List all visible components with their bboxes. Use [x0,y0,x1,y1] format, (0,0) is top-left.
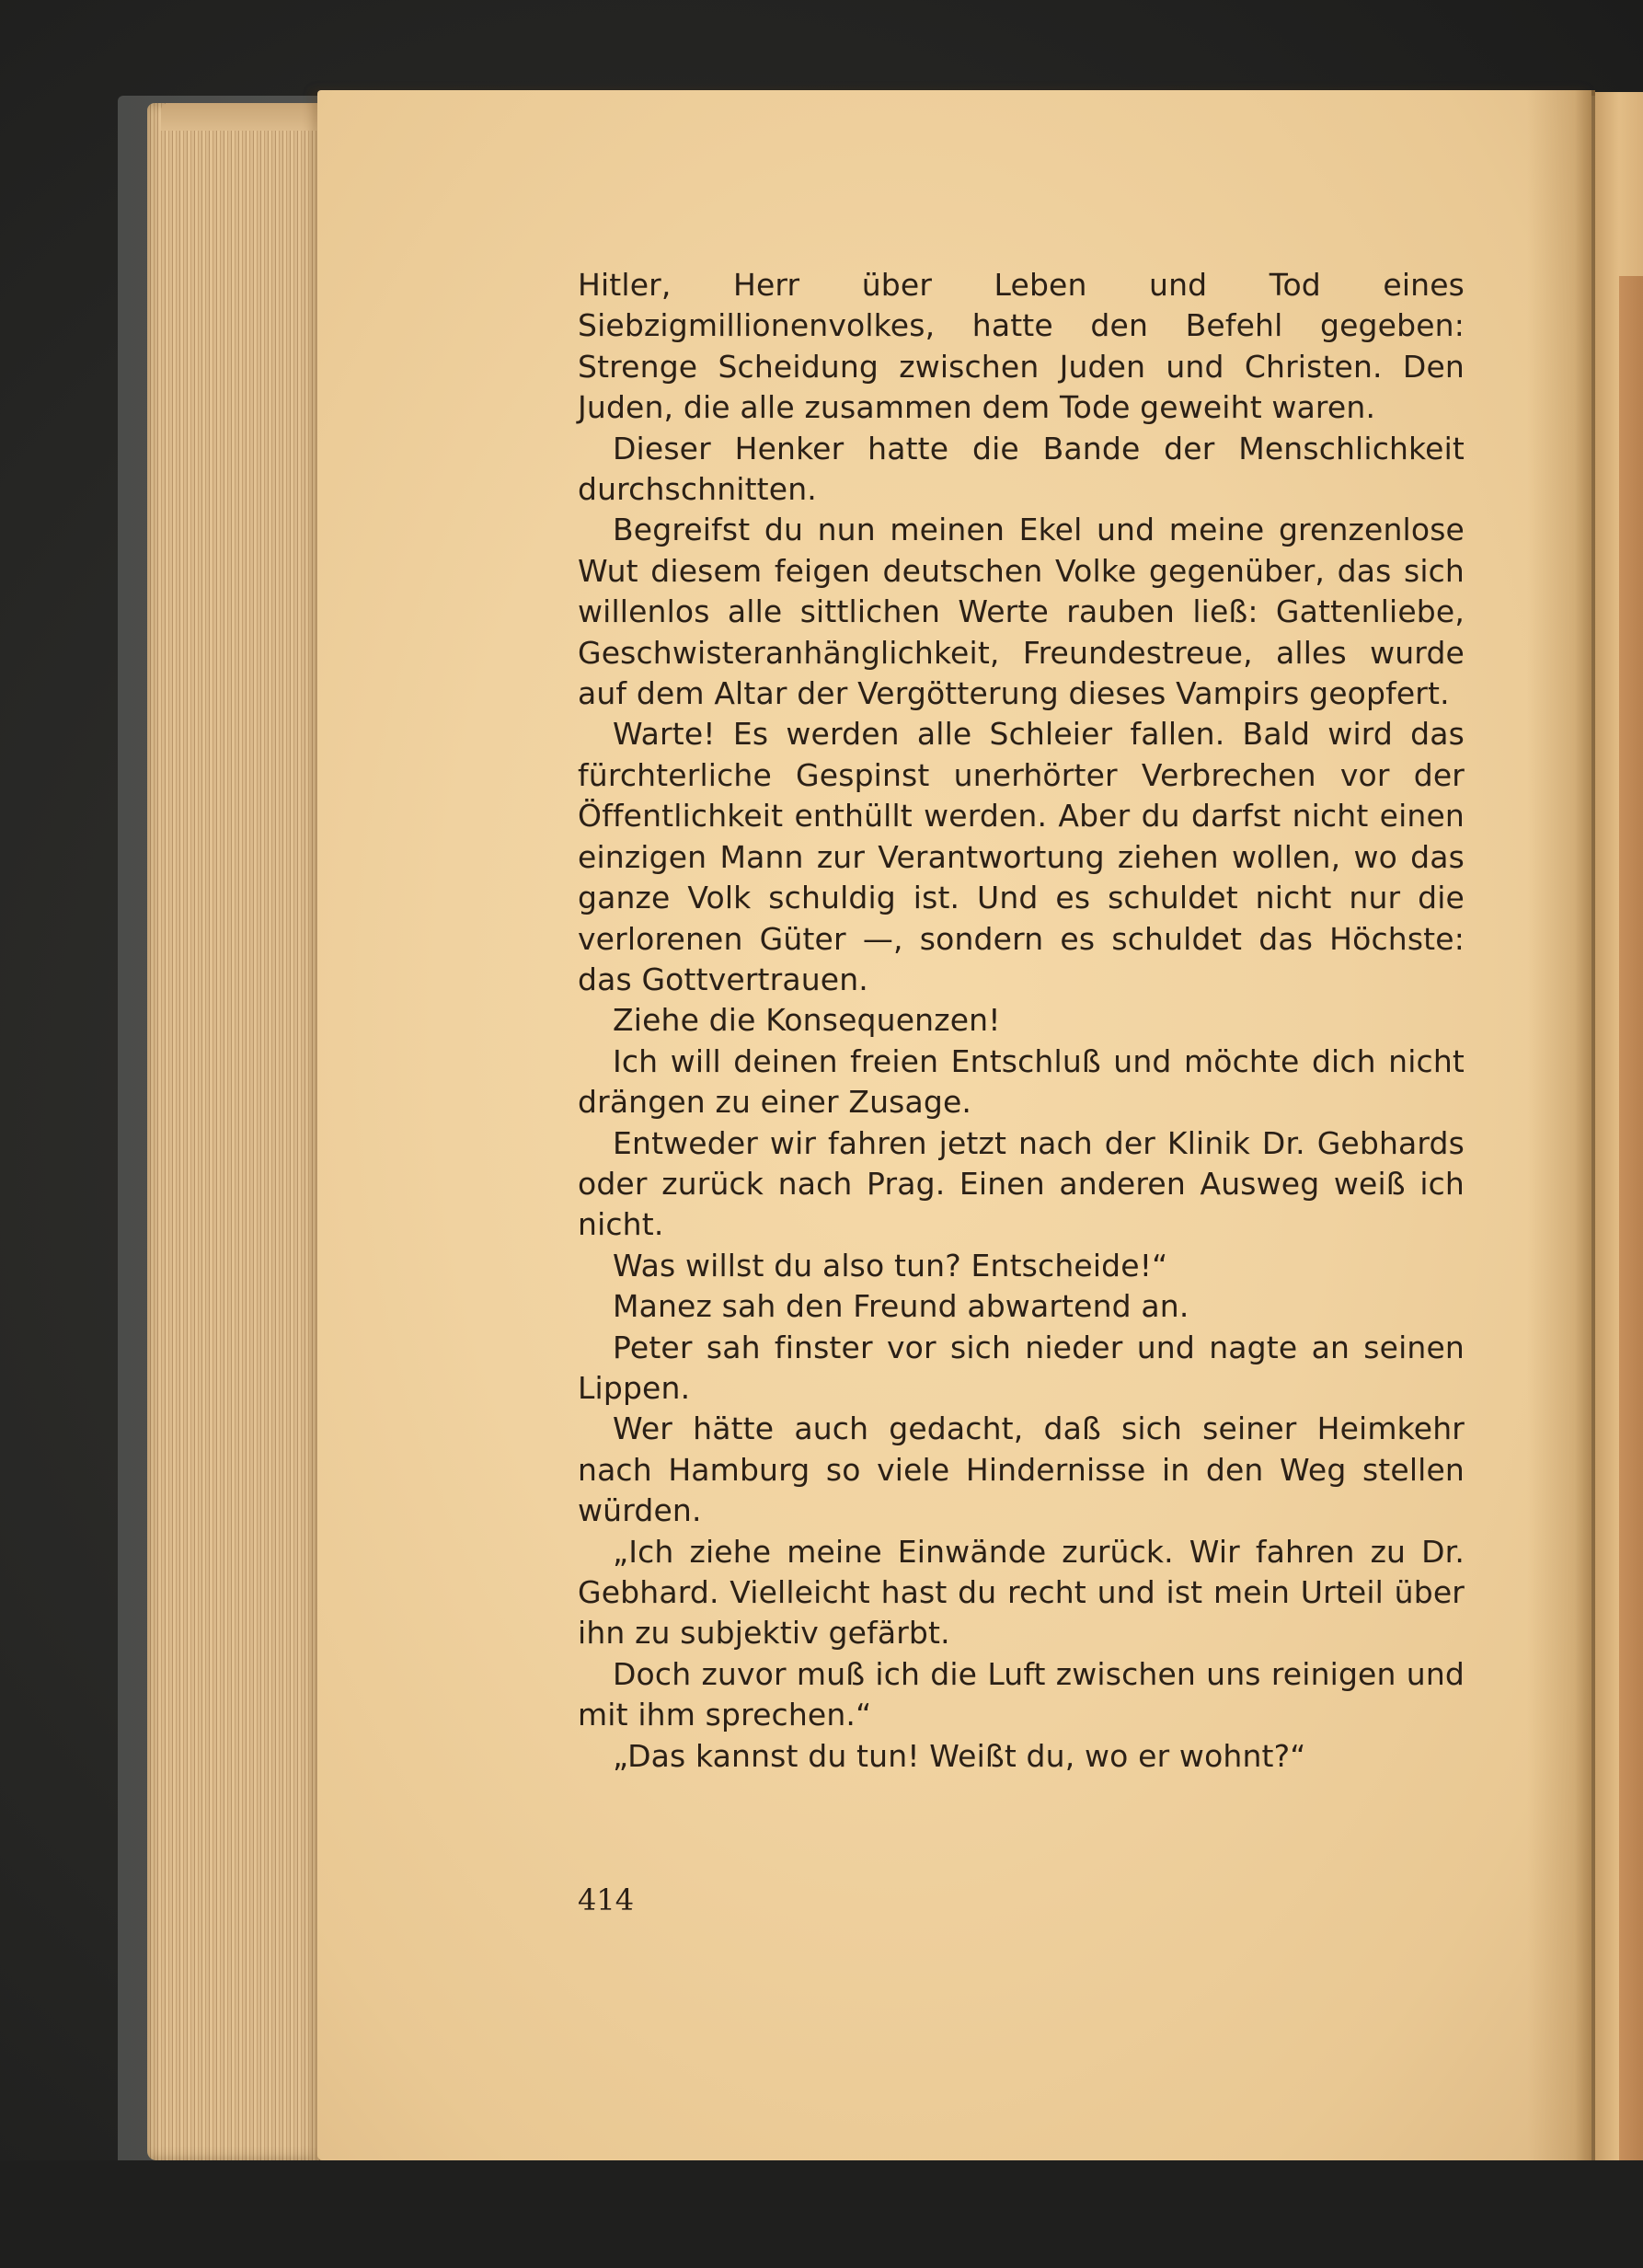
paragraph: Dieser Henker hatte die Bande der Menschlichkeit durchschnitten. [578,430,1465,508]
page-stack-top [161,103,336,131]
paragraph: „Ich ziehe meine Einwände zurück. Wir fahren zu Dr. Gebhard. Vielleicht hast du recht und ist mein Urteil über ihn zu subjektiv gefärbt. [578,1533,1465,1652]
paragraph: Doch zuvor muß ich die Luft zwischen uns reinigen und mit ihm sprechen.“ [578,1655,1465,1733]
paragraph: Manez sah den Freund abwartend an. [613,1288,1189,1325]
paragraph: Ich will deinen freien Entschluß und möchte dich nicht drängen zu einer Zusage. [578,1042,1465,1121]
paragraph: Was willst du also tun? Entscheide!“ [613,1247,1168,1284]
facing-page-binding [1619,276,1643,2162]
paragraph: „Das kannst du tun! Weißt du, wo er wohnt?“ [613,1737,1306,1774]
paragraph: Hitler, Herr über Leben und Tod eines Siebzigmillionenvolkes, hatte den Befehl gegeben: Strenge Scheidung zwischen Juden und Christen. Den Juden, die alle zusammen dem Tode geweiht waren. [578,267,1465,426]
page-number: 414 [578,1882,635,1917]
paragraph: Begreifst du nun meinen Ekel und meine grenzenlose Wut diesem feigen deutschen Volke gegenüber, das sich willenlos alle sittlichen Werte rauben ließ: Gattenliebe, Geschwisteranhänglichkeit, Freundestreue, alles wurde auf dem Altar der Vergötterung dieses Vampirs geopfert. [578,512,1465,712]
paragraph: Entweder wir fahren jetzt nach der Klinik Dr. Gebhards oder zurück nach Prag. Einen anderen Ausweg weiß ich nicht. [578,1124,1465,1243]
page-gutter-shadow [1527,90,1595,2160]
paragraph: Peter sah finster vor sich nieder und nagte an seinen Lippen. [578,1329,1465,1406]
paragraph: Wer hätte auch gedacht, daß sich seiner Heimkehr nach Hamburg so viele Hindernisse in den Weg stellen würden. [578,1410,1465,1529]
paragraph: Ziehe die Konsequenzen! [613,1002,1001,1039]
paragraph: Warte! Es werden alle Schleier fallen. Bald wird das fürchterliche Gespinst unerhörter Verbrechen vor der Öffentlichkeit enthüllt werden. Aber du darfst nicht einen einzigen Mann zur Verantwortung ziehen wollen, wo das ganze Volk schuldig ist. Und es schuldet nicht nur die verlorenen Güter —, sondern es schuldet das Höchste: das Gottvertrauen. [578,716,1465,997]
page-stack-edge [147,103,331,2160]
scan-bottom-band [0,2160,1643,2268]
body-text [578,265,1465,1777]
